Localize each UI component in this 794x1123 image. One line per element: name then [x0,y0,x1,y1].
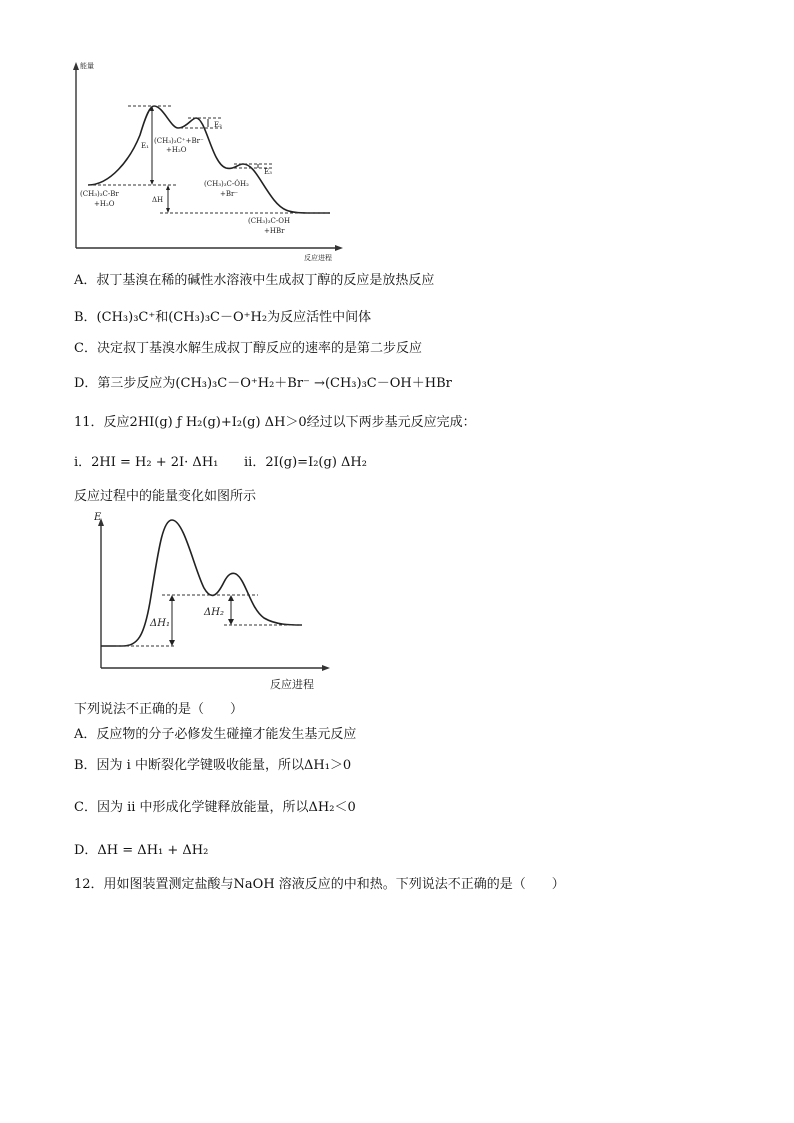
dh-arrowtail-icon [166,208,170,213]
start-species: (CH₃)₃C-Br [80,190,119,198]
start-species-2: +H₂O [94,200,115,208]
int2-species: (CH₃)₃C-ȮH₂ [204,180,249,188]
end-species-2: +HBr [264,227,285,235]
q10-option-a: A．叔丁基溴在稀的碱性水溶液中生成叔丁醇的反应是放热反应 [74,273,435,288]
x-axis-label: 反应进程 [304,254,332,262]
energy-diagram-2 [94,512,344,692]
int1-species-2: +H₂O [166,146,187,154]
energy-curve [101,520,302,646]
q10-option-d: D．第三步反应为(CH₃)₃C－O⁺H₂＋Br⁻ →(CH₃)₃C－OH＋HBr [74,376,452,391]
q11-option-a: A．反应物的分子必修发生碰撞才能发生基元反应 [74,727,357,742]
dh1-arrowtail-icon [169,640,175,646]
energy-curve [88,106,330,213]
q11-step-i: i．2HI = H₂ + 2I· ΔH₁ [74,455,219,470]
q11-energy-caption: 反应过程中的能量变化如图所示 [74,489,257,504]
dh1-label: ΔH₁ [150,618,170,629]
x-axis-arrow-icon [322,665,330,671]
q10-option-c: C．决定叔丁基溴水解生成叔丁醇反应的速率的是第二步反应 [74,341,422,356]
dh-label: ΔH [152,196,164,204]
x-axis-label: 反应进程 [270,678,314,691]
e1-arrowtail-icon [150,180,154,185]
q11-option-c: C．因为 ii 中形成化学键释放能量，所以ΔH₂＜0 [74,800,356,815]
q11-step-ii: ii．2I(g)=I₂(g) ΔH₂ [244,455,367,470]
y-axis-arrow-icon [73,62,79,70]
q11-option-b: B．因为 i 中断裂化学键吸收能量，所以ΔH₁＞0 [74,758,352,773]
dh2-label: ΔH₂ [204,607,224,618]
dh1-arrowhead-icon [169,595,175,601]
y-axis-label: 能量 [80,62,94,70]
q11-question: 下列说法不正确的是（ ） [74,702,244,717]
energy-diagram-1 [68,60,343,265]
e2-label: E₂ [214,121,222,129]
int1-species: (CH₃)₃C⁺+Br⁻ [154,137,204,145]
dh2-arrowtail-icon [228,619,234,625]
q11-option-d: D．ΔH = ΔH₁ + ΔH₂ [74,843,209,858]
q10-option-b: B．(CH₃)₃C⁺和(CH₃)₃C－O⁺H₂为反应活性中间体 [74,310,372,325]
e1-label: E₁ [141,142,149,150]
x-axis-arrow-icon [335,245,343,251]
y-axis-label: E [94,512,102,523]
q11-stem: 11．反应2HI(g) ƒ H₂(g)+I₂(g) ΔH＞0经过以下两步基元反应完成： [74,415,476,430]
dh-arrowhead-icon [166,185,170,190]
int2-species-2: +Br⁻ [220,190,239,198]
end-species: (CH₃)₃C-OH [248,217,291,225]
q12-stem: 12．用如图装置测定盐酸与NaOH 溶液反应的中和热。下列说法不正确的是（ ） [74,877,565,892]
dh2-arrowhead-icon [228,595,234,601]
e3-label: E₃ [264,168,272,176]
